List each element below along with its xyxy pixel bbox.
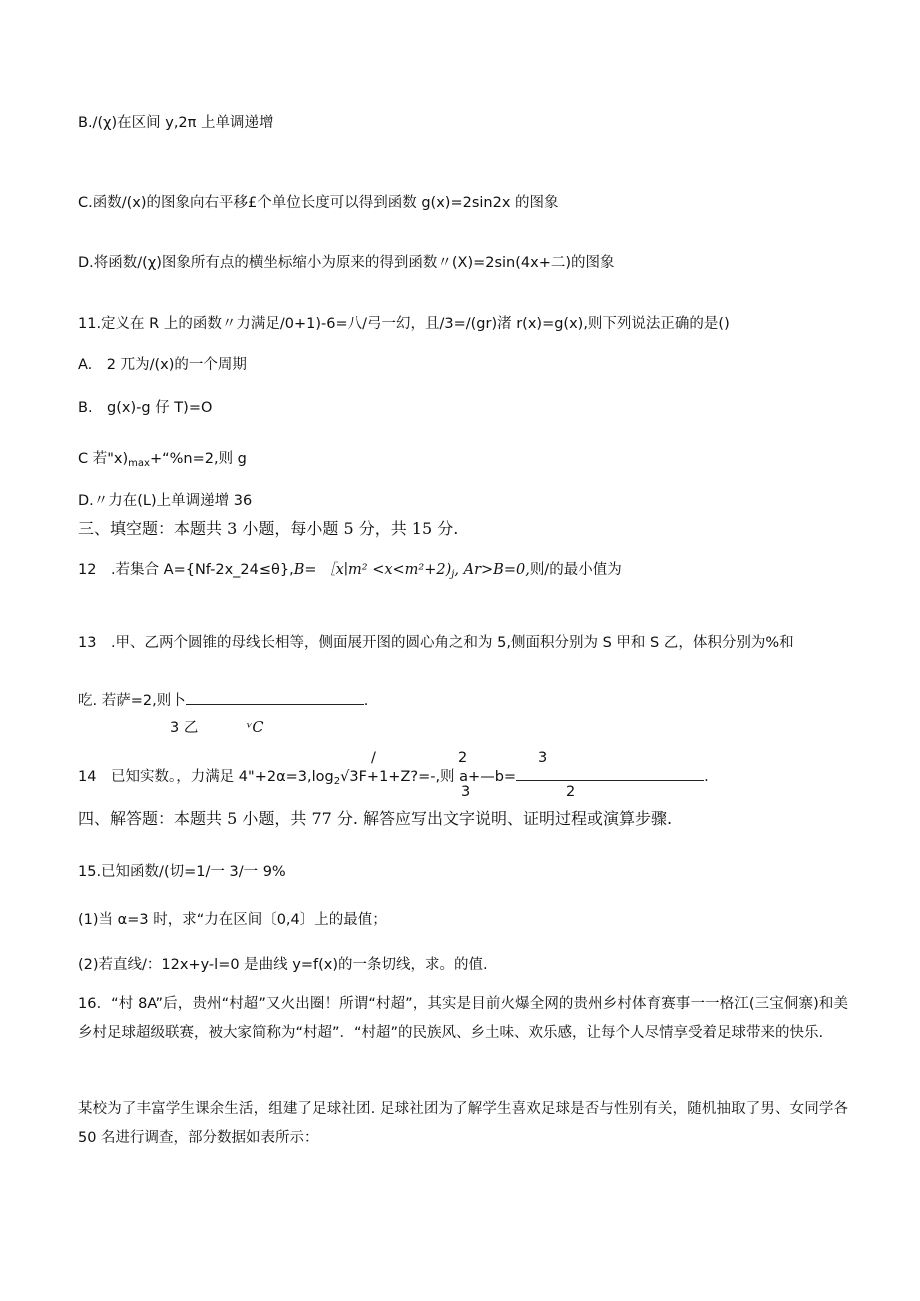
q11-option-b: B. g(x)-g 仔 T)=O [78,400,213,416]
q14-below-a: 3 [461,784,471,800]
q11-option-c-pre: C 若"x) [78,451,129,467]
q14-answer-blank[interactable] [516,766,704,781]
q11-option-c-post: +“%n=2,则 g [149,451,247,467]
q11-option-c [78,449,247,474]
section3-heading: 三、填空题：本题共 3 小题，每小题 5 分，共 15 分. [78,519,459,538]
q14-middle: √3F+1+Z?=-,则 a+—b= [340,769,517,785]
q15-part1: (1)当 α=3 时，求“力在区间〔0,4〕上的最值； [78,912,387,928]
q16-intro-paragraph: 16．“村 8A”后，贵州“村超”又火出圈！所谓“村超”，其实是目前火爆全网的贵州乡村体育赛事一一格江(三宝侗寨)和美乡村足球超级联赛，被大家简称为“村超”．“村超”的民族风、乡土味、欢乐感，让每个人尽情享受着足球带来的快乐. [78,996,848,1041]
q13-line1: 13 .甲、乙两个圆锥的母线长相等，侧面展开图的圆心角之和为 5,侧面积分别为 S 甲和 S 乙，体积分别为%和 [78,635,794,651]
q14-log-sub: 2 [333,776,341,787]
q14-prefix: 14 已知实数。，力满足 4"+2α=3,log [78,769,334,785]
q10-option-b: B./(χ)在区间 y,2π 上单调递增 [78,115,274,131]
q13-line2-text: 吃. 若萨=2,则卜 [78,693,186,709]
q13-answer-blank[interactable] [186,690,364,705]
q11-option-c-sub: max [128,458,150,469]
q12-suffix: 则/的最小值为 [529,562,622,578]
q13-under-right: ᵛC [247,720,264,736]
q14-above-a: / [371,750,376,766]
q12-set-b-sub: j [451,569,455,580]
q14-period: . [704,769,709,785]
q12-set-b: B= ［x∣m² <x<m²+2) [293,562,452,578]
q13-period: . [363,693,369,709]
q10-option-c: C.函数/(x)的图象向右平移£个单位长度可以得到函数 g(x)=2sin2x 的图象 [78,195,559,211]
q15-part2: (2)若直线/：12x+y-l=0 是曲线 y=f(x)的一条切线，求。的值. [78,957,488,973]
q14-below-b: 2 [566,784,576,800]
q13-under-left: 3 乙 [170,720,199,736]
section4-heading: 四、解答题：本题共 5 小题，共 77 分. 解答应写出文字说明、证明过程或演算步骤. [78,809,673,828]
q12-text [78,560,622,585]
q12-condition: , Ar>B=0, [454,562,530,578]
q13-line2 [78,690,368,711]
q16-survey-paragraph: 某校为了丰富学生课余生活，组建了足球社团. 足球社团为了解学生喜欢足球是否与性别有关，随机抽取了男、女同学各 50 名进行调查，部分数据如表所示： [78,1101,848,1146]
q14-above-b: 2 [458,750,468,766]
q11-stem: 11.定义在 R 上的函数〃力满足/0+1)-6=八/弓一幻，且/3=/(gr)渚 r(x)=g(x),则下列说法正确的是() [78,316,730,332]
q10-option-d: D.将函数/(χ)图象所有点的横坐标缩小为原来的得到函数〃(X)=2sin(4x+二)的图象 [78,255,615,271]
q11-option-d: D.〃力在(L)上单调递增 36 [78,493,253,509]
q15-stem: 15.已知函数/(切=1/一 3/一 9% [78,864,286,880]
q14-above-c: 3 [538,750,548,766]
q11-option-a: A. 2 兀为/(x)的一个周期 [78,357,247,373]
q14-text [78,766,709,792]
q12-prefix: 12 .若集合 A={Nf-2x_24≤θ}, [78,562,294,578]
